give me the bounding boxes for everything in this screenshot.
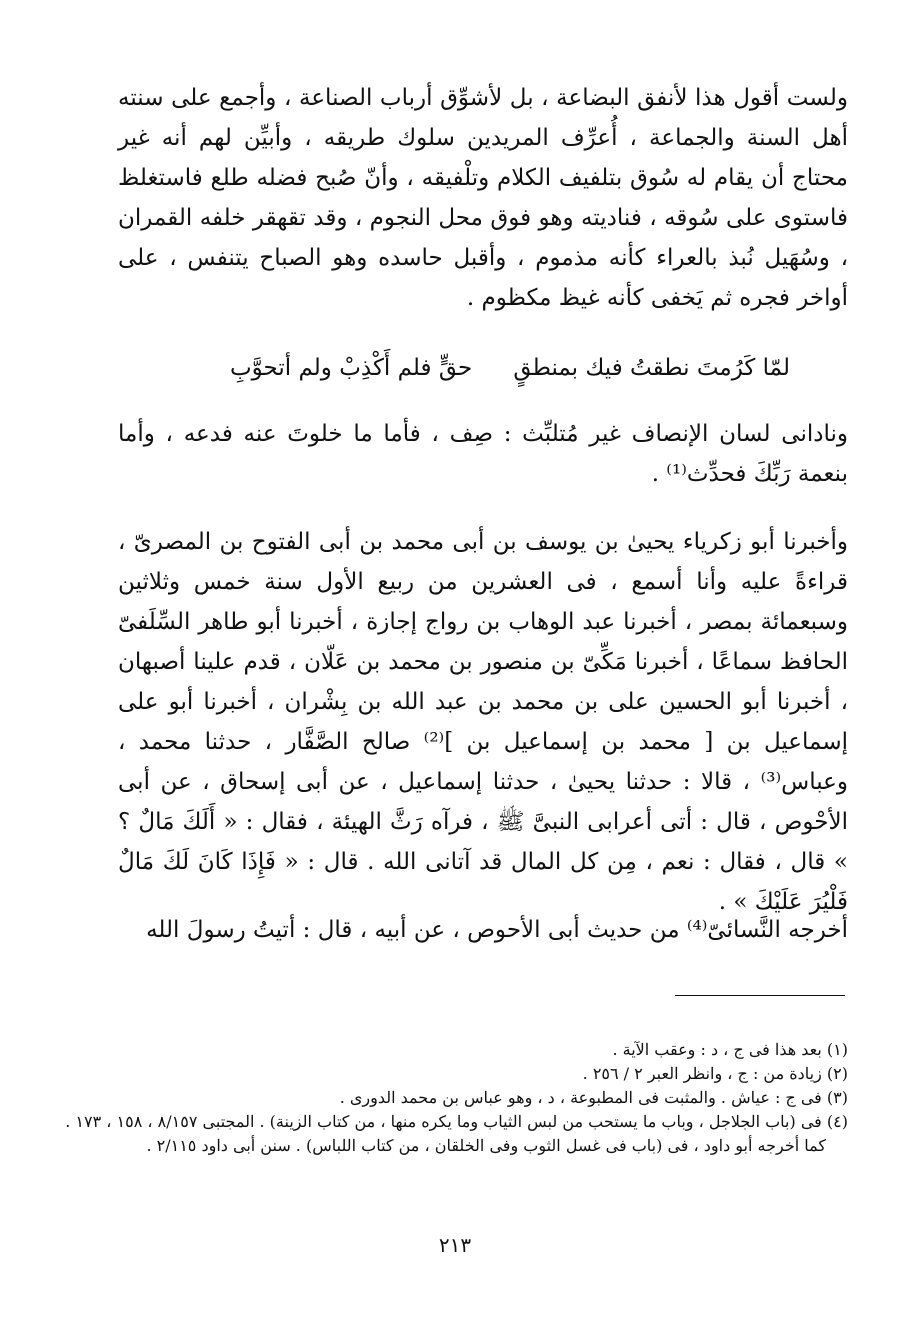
footnote-4: (٤) فى (باب الجلاجل ، وباب ما يستحب من لبس الثياب وما يكره منها ، من كتاب الزينة) . المجتبى ٨/١٥٧ ، ١٥٨ ، ١٧٣ . — [65, 1112, 848, 1131]
footnote-2: (٢) زيادة من : ج ، وانظر العبر ٢ / ٢٥٦ . — [582, 1064, 848, 1083]
paragraph-nasai: أخرجه النَّسائىّ⁽⁴⁾ من حديث أبى الأحوص ، عن أبيه ، قال : أتيتُ رسولَ الله — [146, 917, 848, 943]
page-number: ٢١٣ — [438, 1233, 472, 1257]
footnote-3: (٣) فى ج : عياش . والمثبت فى المطبوعة ، د ، وهو عباس بن محمد الدورى . — [339, 1088, 848, 1107]
footnote-separator — [675, 995, 845, 996]
poetry-verse — [230, 348, 790, 388]
footnote-1: (١) بعد هذا فى ج ، د : وعقب الآية . — [612, 1040, 848, 1059]
footnotes — [65, 1038, 848, 1158]
verse-second-hemistich: حقٍّ فلم أَكْذِبْ ولم أتحوَّبِ — [230, 355, 473, 381]
paragraph-insaf: ونادانى لسان الإنصاف غير مُتلبِّث : صِف ، فأما ما خلوتَ عنه فدعه ، وأما بنعمة رَبِّكَ فحدِّث⁽¹⁾ . — [118, 421, 848, 487]
verse-first-hemistich: لمّا كَرُمتَ نطقتُ فيك بمنطقٍ — [513, 355, 790, 381]
paragraph-hadith-chain: وأخبرنا أبو زكرياء يحيىٰ بن يوسف بن أبى محمد بن أبى الفتوح بن المصرىّ ، قراءةً عليه وأنا أسمع ، فى العشرين من ربيع الأول سنة خمس وثلاثين وسبعمائة بمصر ، أخبرنا عبد الوهاب بن رواج إجازة ، أخبرنا أبو طاهر السِّلَفىّ الحافظ سماعًا ، أخبرنا مَكِّىّ بن منصور بن محمد بن عَلّان ، قدم علينا أصبهان ، أخبرنا أبو الحسين على بن محمد بن عبد الله بن بِشْران ، أخبرنا أبو على إسماعيل بن [ محمد بن إسماعيل بن ]⁽²⁾ صالح الصَّفَّار ، حدثنا محمد ، وعباس⁽³⁾ ، قالا : حدثنا يحيىٰ ، حدثنا إسماعيل ، عن أبى إسحاق ، عن أبى الأحْوص ، قال : أتى أعرابى النبىَّ ﷺ ، فرآه رَثَّ الهيئة ، فقال : « أَلَكَ مَالٌ ؟ » قال ، فقال : نعم ، مِن كل المال قد آتانى الله . قال : « فَإِذَا كَانَ لَكَ مَالٌ فَلْيُرَ عَلَيْكَ » . — [118, 529, 849, 915]
footnote-4-continuation: كما أخرجه أبو داود ، فى (باب فى غسل الثوب وفى الخلقان ، من كتاب اللباس) . سنن أبى داود ٢/١١٥ . — [146, 1136, 826, 1155]
paragraph-intro: ولست أقول هذا لأنفق البضاعة ، بل لأشوِّق أرباب الصناعة ، وأجمع على سنته أهل السنة والجماعة ، أُعرِّف المريدين سلوك طريقه ، وأبيِّن لهم أنه غير محتاج أن يقام له سُوق بتلفيف الكلام وتلْفيقه ، وأنّ صُبح فضله طلع فاستغلظ فاستوى على سُوقه ، فناديته وهو فوق محل النجوم ، وقد تقهقر خلفه القمران ، وسُهَيل نُبذ بالعراء كأنه مذموم ، وأقبل حاسده وهو الصباح يتنفس ، على أواخر فجره ثم يَخفى كأنه غيظ مكظوم . — [118, 85, 848, 311]
